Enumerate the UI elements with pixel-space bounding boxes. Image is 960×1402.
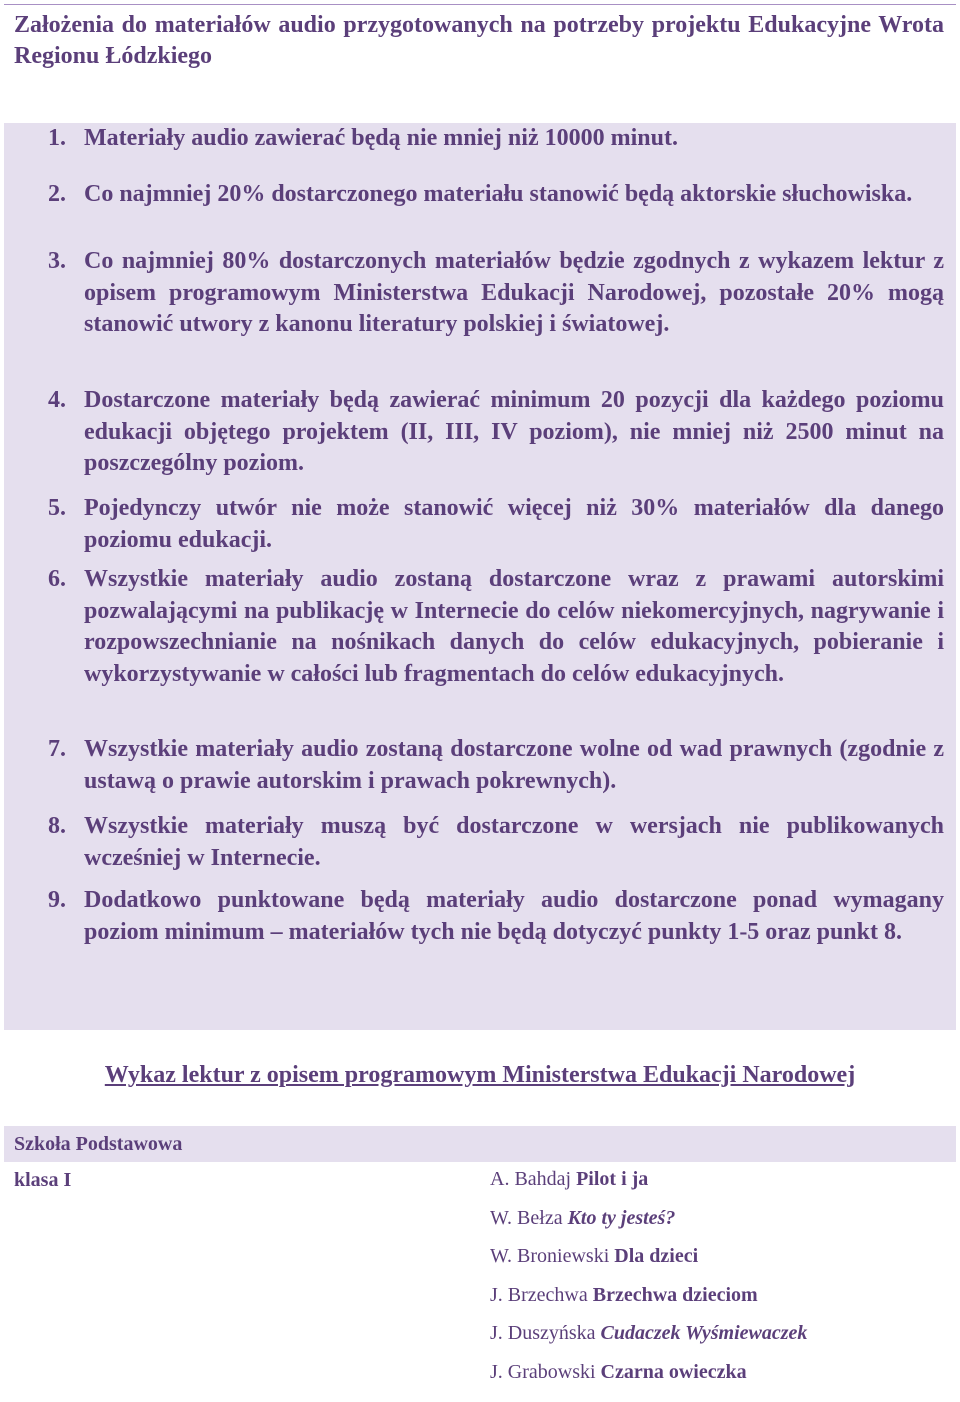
reading-list bbox=[490, 1165, 807, 1396]
top-rule bbox=[4, 4, 956, 5]
requirement-item bbox=[4, 493, 956, 556]
reading-author: W. Bełza bbox=[490, 1206, 563, 1229]
requirement-item bbox=[4, 246, 956, 341]
reading-title: Cudaczek Wyśmiewaczek bbox=[600, 1322, 808, 1344]
requirement-number: 1. bbox=[48, 125, 66, 151]
class-label: klasa I bbox=[14, 1169, 72, 1191]
requirement-text: Dodatkowo punktowane będą materiały audio dostarczone ponad wymagany poziom minimum – materiałów tych nie będą dotyczyć punkty 1-5 oraz punkt 8. bbox=[84, 887, 944, 945]
reading-title: Brzechwa dzieciom bbox=[592, 1283, 758, 1306]
school-level-label: Szkoła Podstawowa bbox=[14, 1133, 183, 1155]
requirement-number: 7. bbox=[48, 736, 66, 762]
reading-title: Dla dzieci bbox=[614, 1245, 699, 1267]
reading-item bbox=[490, 1242, 807, 1281]
reading-author: W. Broniewski bbox=[490, 1245, 610, 1267]
reading-item bbox=[490, 1165, 807, 1204]
reading-item bbox=[490, 1281, 807, 1320]
reading-author: J. Grabowski bbox=[490, 1360, 596, 1383]
requirement-text: Dostarczone materiały będą zawierać minimum 20 pozycji dla każdego poziomu edukacji objętego projektem (II, III, IV poziom), nie mniej niż 2500 minut na poszczególny poziom. bbox=[84, 387, 944, 476]
requirement-number: 4. bbox=[48, 387, 66, 413]
section-heading: Wykaz lektur z opisem programowym Ministerstwa Edukacji Narodowej bbox=[104, 1062, 856, 1088]
requirement-number: 9. bbox=[48, 887, 66, 913]
reading-item bbox=[490, 1358, 807, 1397]
requirement-number: 2. bbox=[48, 181, 66, 207]
reading-author: A. Bahdaj bbox=[490, 1168, 572, 1190]
requirement-item bbox=[4, 811, 956, 874]
requirement-item bbox=[4, 179, 956, 211]
requirement-text: Co najmniej 80% dostarczonych materiałów będzie zgodnych z wykazem lektur z opisem programowym Ministerstwa Edukacji Narodowej, pozostałe 20% mogą stanowić utwory z kanonu literatury polskiej i światowej. bbox=[84, 248, 944, 337]
school-level-bar bbox=[4, 1126, 956, 1162]
requirement-item bbox=[4, 885, 956, 948]
requirement-text: Pojedynczy utwór nie może stanowić więcej niż 30% materiałów dla danego poziomu edukacji. bbox=[84, 495, 944, 553]
requirement-item bbox=[4, 734, 956, 797]
reading-title: Kto ty jesteś? bbox=[567, 1206, 676, 1229]
requirement-item bbox=[4, 123, 956, 155]
requirement-number: 8. bbox=[48, 813, 66, 839]
reading-item bbox=[490, 1204, 807, 1243]
requirement-number: 5. bbox=[48, 495, 66, 521]
document-title: Założenia do materiałów audio przygotowanych na potrzeby projektu Edukacyjne Wrota Regionu Łódzkiego bbox=[14, 12, 944, 69]
requirement-text: Co najmniej 20% dostarczonego materiału stanowić będą aktorskie słuchowiska. bbox=[84, 181, 913, 207]
requirement-number: 6. bbox=[48, 566, 66, 592]
requirement-text: Wszystkie materiały muszą być dostarczone w wersjach nie publikowanych wcześniej w Internecie. bbox=[84, 813, 944, 871]
reading-author: J. Duszyńska bbox=[490, 1322, 596, 1344]
requirements-box bbox=[4, 123, 956, 1030]
reading-item bbox=[490, 1319, 807, 1358]
requirement-text: Wszystkie materiały audio zostaną dostarczone wolne od wad prawnych (zgodnie z ustawą o prawie autorskim i prawach pokrewnych). bbox=[84, 736, 944, 794]
requirement-number: 3. bbox=[48, 248, 66, 274]
requirement-item bbox=[4, 385, 956, 480]
requirement-text: Wszystkie materiały audio zostaną dostarczone wraz z prawami autorskimi pozwalającymi na publikację w Internecie do celów niekomercyjnych, nagrywanie i rozpowszechnianie na nośnikach danych do celów edukacyjnych, pobieranie i wykorzystywanie w całości lub fragmentach do celów edukacyjnych. bbox=[84, 566, 944, 687]
reading-title: Czarna owieczka bbox=[600, 1360, 747, 1383]
requirement-text: Materiały audio zawierać będą nie mniej niż 10000 minut. bbox=[84, 125, 678, 151]
requirement-item bbox=[4, 564, 956, 690]
reading-author: J. Brzechwa bbox=[490, 1283, 588, 1306]
reading-title: Pilot i ja bbox=[576, 1168, 649, 1190]
